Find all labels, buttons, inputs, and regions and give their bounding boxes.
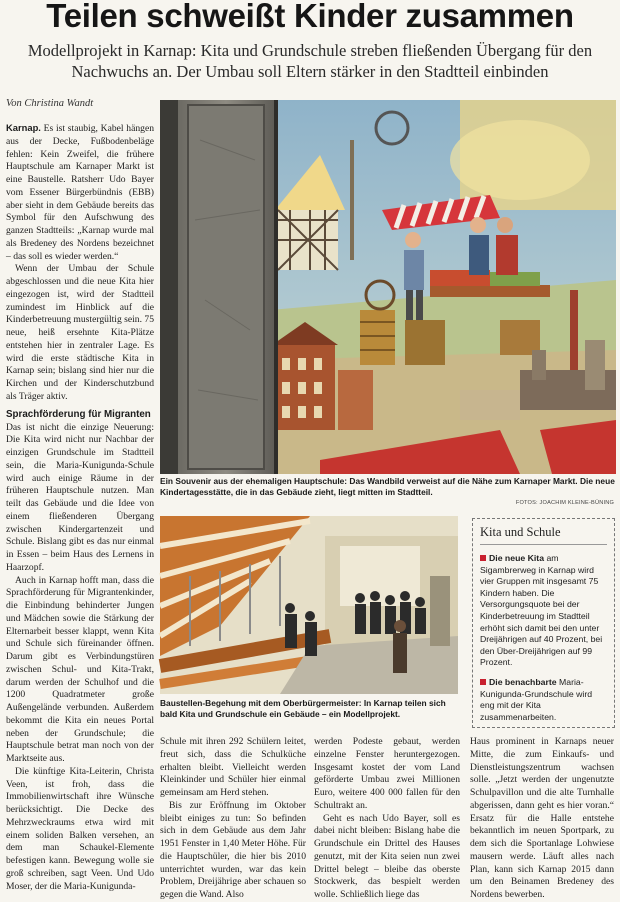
photo-caption: Ein Souvenir aus der ehemaligen Hauptschule: Das Wandbild verweist auf die Nähe zum Karnaper Markt. Die neue Kindertagesstätte, die in das Gebäude zieht, liegt mitten im Stadtteil. — [160, 476, 615, 497]
headline: Teilen schweißt Kinder zusammen — [46, 0, 574, 34]
info-item-lead: Die benachbarte — [489, 676, 557, 687]
mural-photo — [160, 100, 616, 474]
paragraph: werden Podeste gebaut, werden einzelne Fenster heruntergezogen. Insgesamt kostet der vom Land geförderte Umbau zwei Millionen Euro, weitere 400 000 fallen für den Schultrakt an. — [314, 736, 460, 811]
paragraph: Es ist staubig, Kabel hängen aus der Decke, Fußbodenbeläge fehlen: Kein Zweifel, die frühere Hauptschule am Karnaper Markt ist eine Baustelle. Ratsherr Udo Bayer vom Essener Bürgerbündnis (EBB) aber sieht in dem Gebäude bereits das Symbol für den Aufschwung des ganzen Stadtteils: „Karnap wurde mal als Bredeney des Nordens bezeichnet – das soll es wieder werden.“ — [6, 123, 154, 262]
info-item-text: Maria-Kunigunda-Grundschule wird eng mit der Kita zusammenarbeiten. — [480, 676, 593, 722]
article-column-4 — [470, 736, 614, 900]
info-box-title: Kita und Schule — [480, 525, 607, 545]
square-bullet-icon — [480, 555, 486, 561]
article-column-1 — [6, 122, 154, 892]
paragraph: Geht es nach Udo Bayer, soll es dabei nicht bleiben: Bislang habe die Grundschule ein Drittel des Hauses genutzt, mit der Kita seien nun zwei Drittel belegt – bleibe das oberste Stockwerk, das bespielt werden wolle. Schließlich liege das — [314, 812, 460, 900]
staircase-photo — [160, 516, 458, 694]
subheadline: Modellprojekt in Karnap: Kita und Grundschule streben fließenden Übergang für den Nachwuchs an. Der Umbau soll Eltern stärker in den Stadtteil einbinden — [27, 41, 593, 81]
photo-credit: FOTOS: JOACHIM KLEINE-BÜNING — [515, 500, 614, 506]
info-item-lead: Die neue Kita — [489, 553, 545, 563]
paragraph: Wenn der Umbau der Schule abgeschlossen und die neue Kita hier eingezogen ist, wird der Stadtteil zumindest im Hinblick auf die Kinderbetreuung mustergültig sein. 75 neue, heiß ersehnte Kita-Plätze entstehen hier in zentraler Lage. Es wird die erste städtische Kita in Karnap sein; bislang sind hier nur die Kirchen und der Kinderschutzbund als Träger aktiv. — [6, 263, 154, 402]
paragraph: Bis zur Eröffnung im Oktober bleibt einiges zu tun: So befinden sich in dem Gebäude aus dem Jahr 1951 Fenster in 1,40 Meter Höhe. Für die Hauptschüler, die hier bis 2010 unterrichtet wurden, war das kein Problem, Dreijährige aber schauen so gegen die Wand. Also — [160, 799, 306, 900]
info-box — [472, 518, 615, 728]
info-item-text: am Sigambrerweg in Karnap wird vier Gruppen mit insgesamt 75 Kindern haben. Die Versorgungsquote bei der Kinderbetreuung im Stadtteil erhöht sich damit bei den unter Dreijährigen auf 40 Prozent, bei den Über-Dreijährigen auf 99 Prozent. — [480, 553, 603, 668]
info-item — [480, 677, 607, 723]
article-column-3 — [314, 736, 460, 900]
paragraph: Haus prominent in Karnaps neuer Mitte, die zum Einkaufs- und Dienstleistungszentrum wachsen solle. „Jetzt werden der ungenutzte Schulpavillon und die alte Turnhalle abgerissen, dann geht es hier voran.“ Ersatz für die Halle entstehe bekanntlich im neuen Sportpark, zu dem sich die Sportanlage Lohwiese mausern werde. Läuft alles nach Plan, kann sich Karnap 2015 dann um den Beinamen Bredeney des Nordens bewerben. — [470, 736, 614, 900]
dateline: Karnap. — [6, 122, 41, 133]
paragraph: Schule mit ihren 292 Schülern leitet, freut sich, dass die Schulküche erhalten bleibt. Vielleicht werden Kleinkinder und Schüler hier einmal gemeinsam am Herd stehen. — [160, 736, 306, 798]
photo-caption: Baustellen-Begehung mit dem Oberbürgermeister: In Karnap teilen sich bald Kita und Grundschule ein Gebäude – ein Modellprojekt. — [160, 698, 446, 719]
paragraph: Die künftige Kita-Leiterin, Christa Veen, ist froh, dass die Immobilienwirtschaft ihre Wünsche berücksichtigt. Die Decke des Mehrzweckraums etwa wird mit einem soliden Balken versehen, an dem man Schaukel-Elemente befestigen kann. Bewegung wolle sie groß schreiben, sagt Veen. Und Udo Moser, der die Maria-Kunigunda- — [6, 765, 154, 892]
article-column-2 — [160, 736, 306, 900]
byline: Von Christina Wandt — [6, 98, 94, 109]
paragraph: Auch in Karnap hofft man, dass die Sprachförderung für Migrantenkinder, die Einbindung behinderter Jungen und Mädchen sowie die Stärkung der Elternarbeit besser klappt, wenn Kita und Schule sich füreinander öffnen. Darum gibt es Verbindungstüren zwischen Schul- und Kita-Trakt, darum werden der Schulhof und die 1200 Quadratmeter große Außengelände verbunden. Außerdem bekommt die Kita ein neues Portal neben der Grundschule; die Hauptschule betrat man noch von der Marktseite aus. — [6, 574, 154, 764]
square-bullet-icon — [480, 679, 486, 685]
info-item — [480, 553, 607, 669]
section-heading: Sprachförderung für Migranten — [6, 408, 151, 420]
paragraph: Das ist nicht die einzige Neuerung: Die Kita wird nicht nur Nachbar der einzigen Grundschule im Stadtteil sein, die Maria-Kunigunda-Schule wird auch einige Räume in der früheren Hauptschule nutzen. Man teilt das Gebäude und die Idee von einem fließenderen Übergang zwischen Kindergartenzeit und Schule. Bislang gibt es das nur einmal in Essen – beim Haus des Lernens in Haarzopf. — [6, 421, 154, 573]
